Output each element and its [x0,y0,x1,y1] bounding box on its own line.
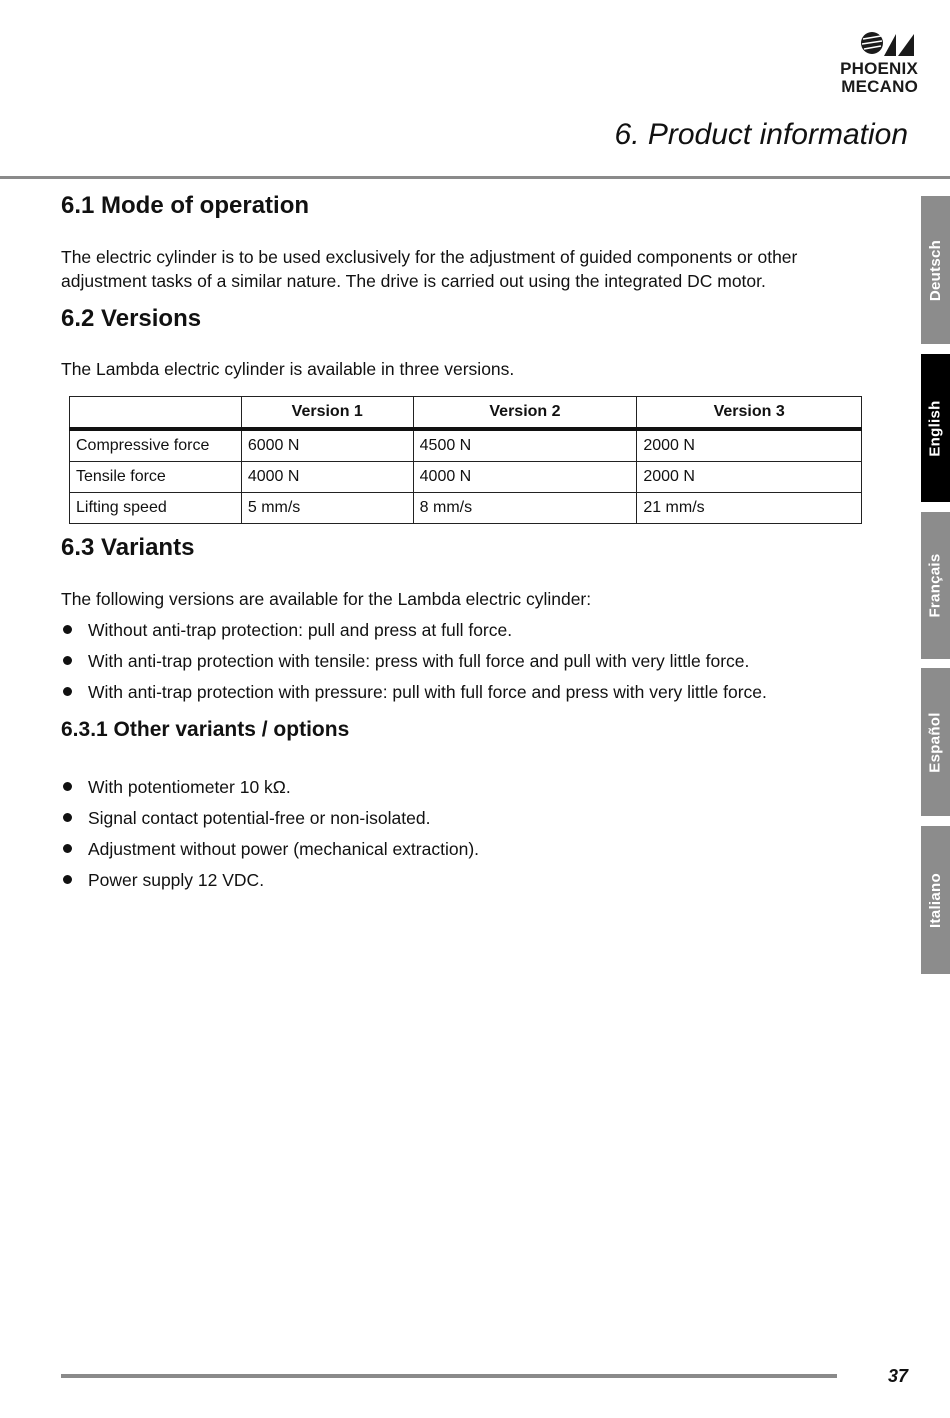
table-cell: Tensile force [70,462,242,493]
list-item [61,618,767,649]
list-item-text: With potentiometer 10 kΩ. [88,777,291,797]
table-row [70,462,862,493]
section-6-1-text-line-1: The electric cylinder is to be used exclusively for the adjustment of guided components or other [61,247,798,267]
tab-francais[interactable] [921,512,950,659]
bullet-icon [63,625,72,634]
tab-italiano[interactable] [921,826,950,974]
list-item-text: With anti-trap protection with pressure: pull with full force and press with very little force. [88,682,767,702]
table-row [70,493,862,524]
phoenix-mecano-logo-icon [860,30,918,56]
table-header-cell: Version 3 [637,397,862,430]
header-divider [0,176,950,179]
section-heading-6-3-1: 6.3.1 Other variants / options [61,718,350,741]
list-item-text: Without anti-trap protection: pull and press at full force. [88,620,513,640]
company-logo [832,30,922,100]
section-6-1-text-line-2: adjustment tasks of a similar nature. The drive is carried out using the integrated DC motor. [61,271,766,291]
list-item-text: Signal contact potential-free or non-isolated. [88,808,431,828]
tab-deutsch[interactable] [921,196,950,344]
table-cell: 4000 N [413,462,637,493]
list-item-text: Adjustment without power (mechanical extraction). [88,839,480,859]
variants-list [61,618,767,711]
bullet-icon [63,875,72,884]
logo-line-1: PHOENIX [840,59,918,78]
list-item-text: With anti-trap protection with tensile: press with full force and pull with very little force. [88,651,750,671]
table-cell: 5 mm/s [241,493,413,524]
table-cell: 21 mm/s [637,493,862,524]
section-heading-6-2: 6.2 Versions [61,305,202,332]
tab-label: Deutsch [927,239,944,301]
table-header-cell [70,397,242,430]
table-cell: 4000 N [241,462,413,493]
tab-label: Italiano [927,872,945,928]
list-item [61,775,479,806]
list-item-text: Power supply 12 VDC. [88,870,265,890]
chapter-title: 6. Product information [614,118,908,151]
table-cell: 4500 N [413,429,637,462]
table-header-row [70,397,862,430]
list-item [61,806,479,837]
list-item [61,649,767,680]
table-header-cell: Version 1 [241,397,413,430]
table-cell: 8 mm/s [413,493,637,524]
list-item [61,868,479,899]
table-row [70,429,862,462]
table-header-cell: Version 2 [413,397,637,430]
section-6-2-intro: The Lambda electric cylinder is available in three versions. [61,359,515,379]
logo-line-2: MECANO [841,77,918,96]
list-item [61,837,479,868]
table-cell: 6000 N [241,429,413,462]
section-heading-6-1: 6.1 Mode of operation [61,192,310,219]
list-item [61,680,767,711]
table-cell: 2000 N [637,429,862,462]
table-cell: Compressive force [70,429,242,462]
section-6-3-intro: The following versions are available for the Lambda electric cylinder: [61,589,592,609]
options-list [61,775,479,899]
footer-divider [61,1374,837,1378]
logo-wordmark [832,60,918,96]
tab-english[interactable] [921,354,950,502]
bullet-icon [63,813,72,822]
section-heading-6-3: 6.3 Variants [61,534,195,561]
table-cell: Lifting speed [70,493,242,524]
tab-espanol[interactable] [921,668,950,816]
bullet-icon [63,687,72,696]
bullet-icon [63,656,72,665]
page-number: 37 [887,1366,908,1386]
tab-label: Español [927,711,945,773]
tab-label: English [927,399,944,457]
table-cell: 2000 N [637,462,862,493]
bullet-icon [63,844,72,853]
bullet-icon [63,782,72,791]
tab-label: Français [927,553,945,618]
versions-table [69,396,862,524]
